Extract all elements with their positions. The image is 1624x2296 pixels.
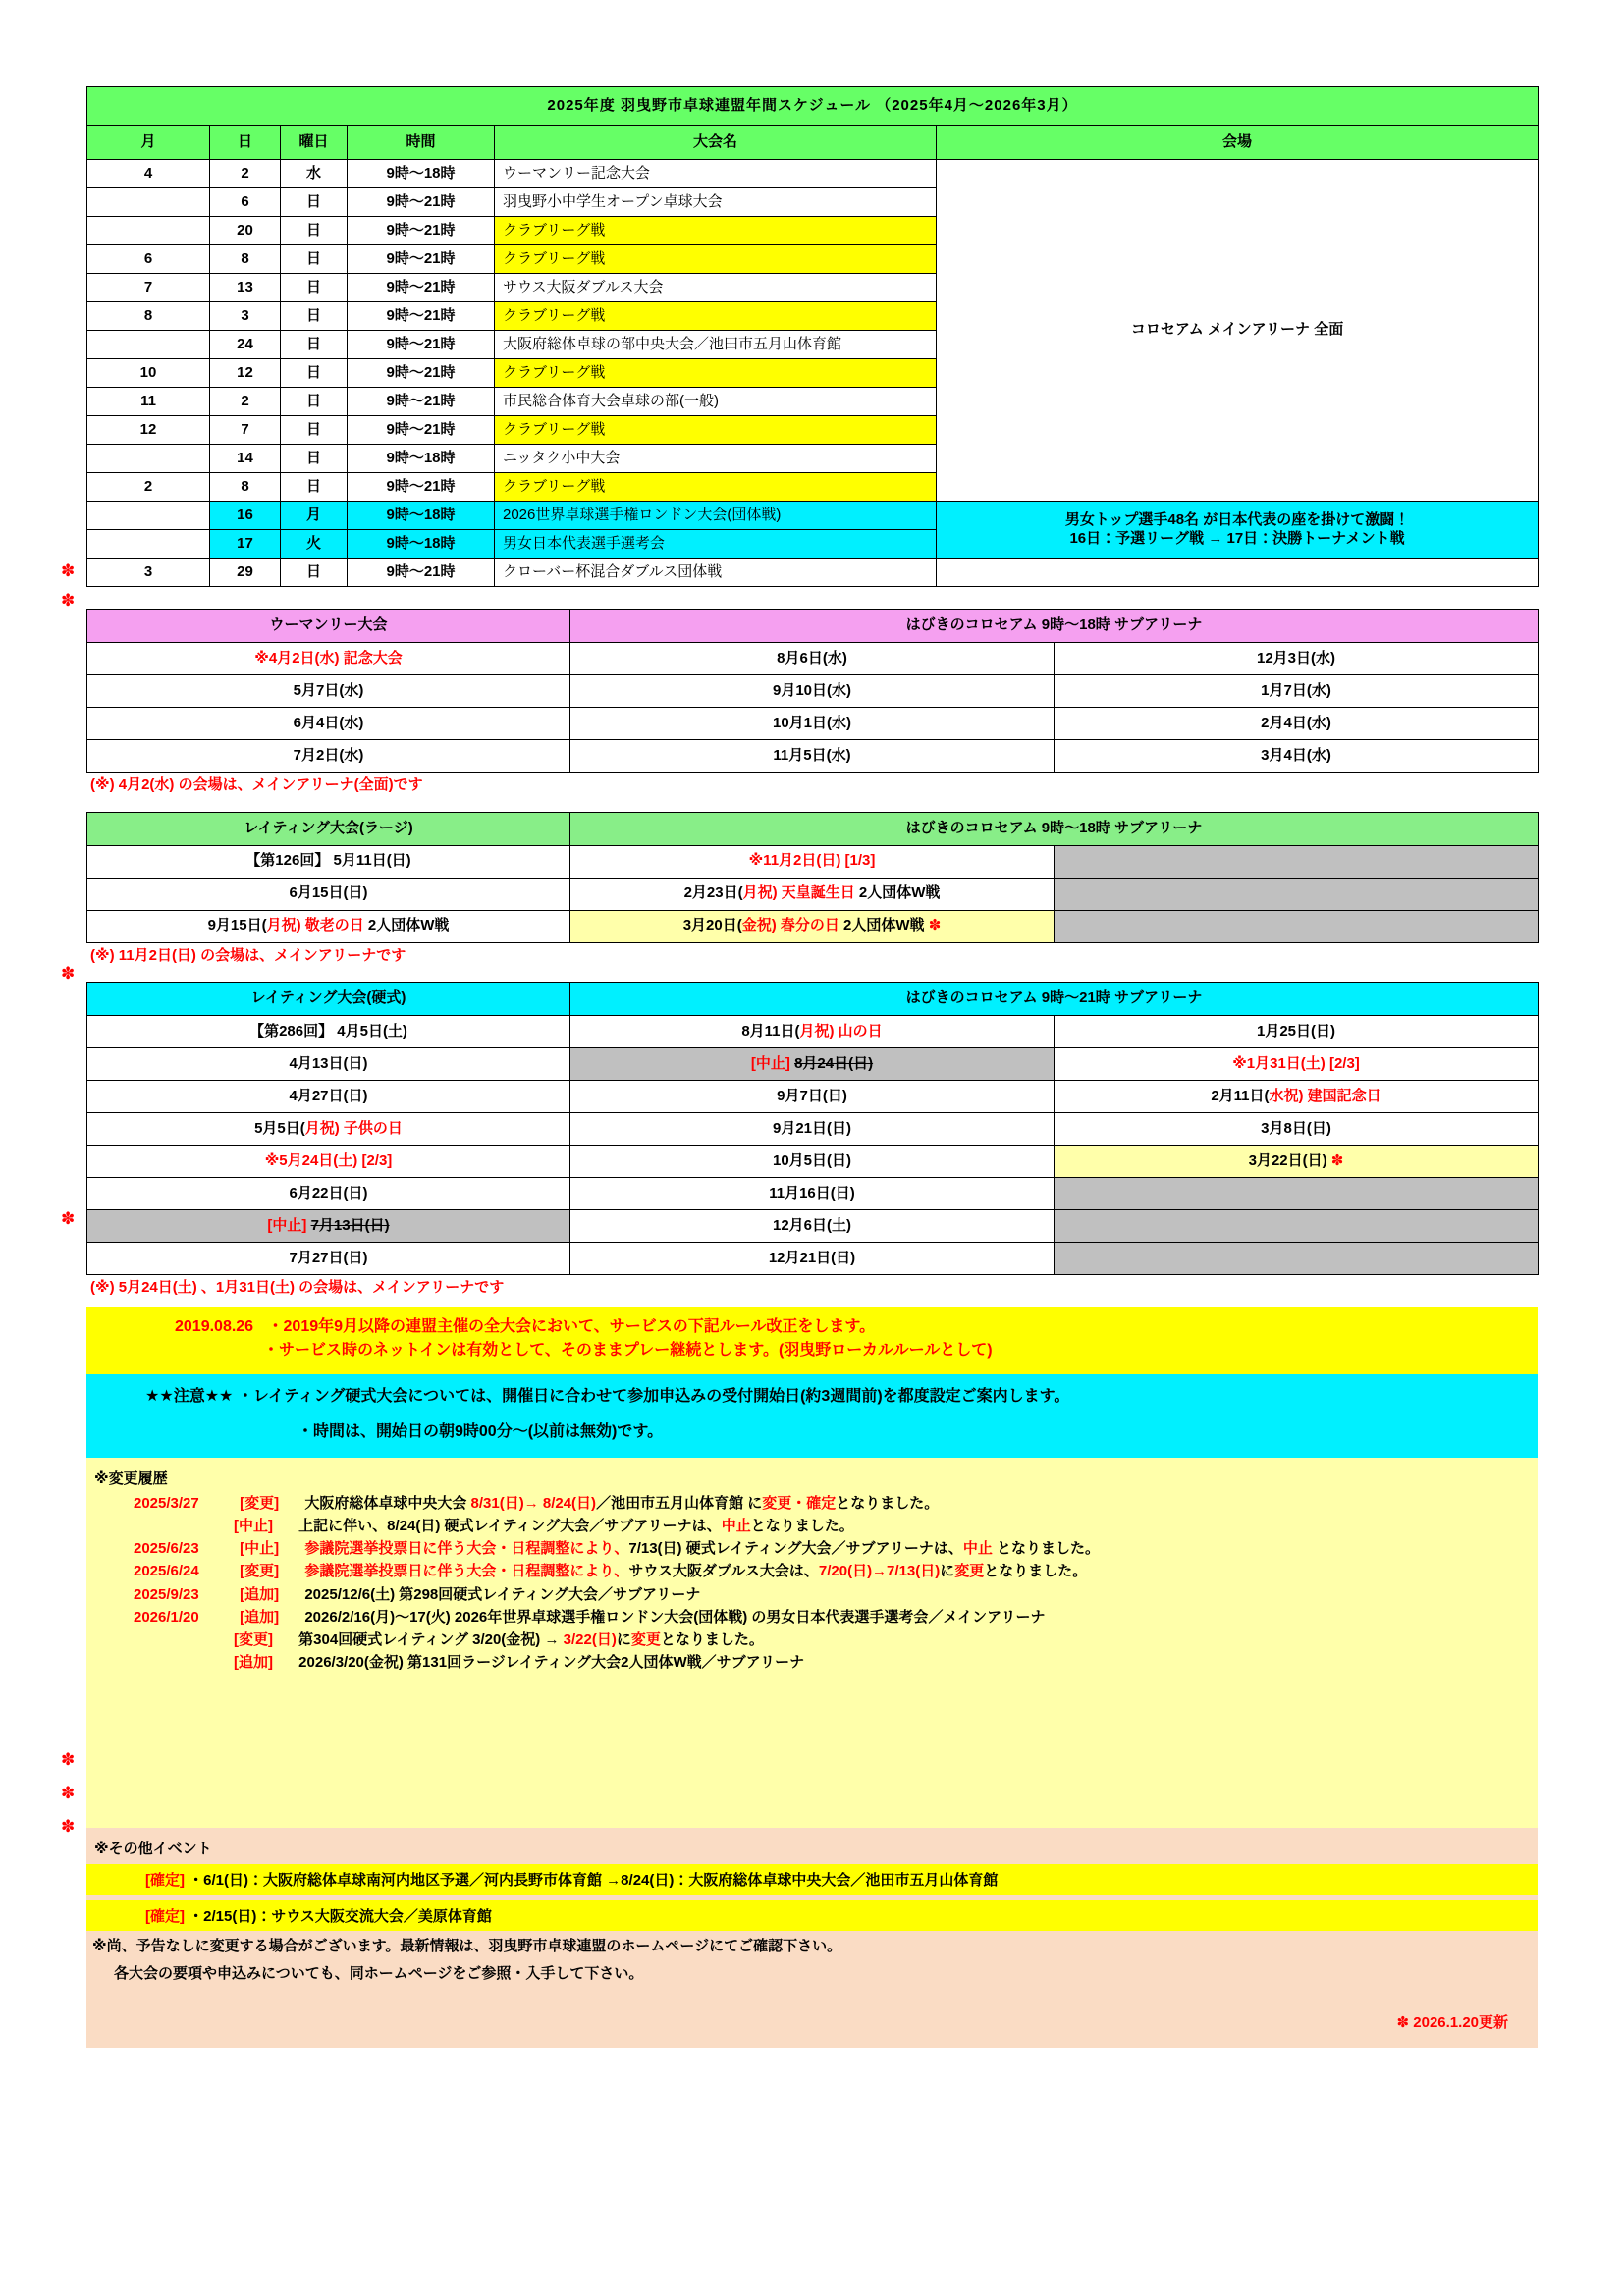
cell-day: 2 xyxy=(210,160,281,188)
document-title-row xyxy=(87,87,1539,126)
history-entry xyxy=(86,1560,1538,1582)
change-history-title: ※変更履歴 xyxy=(94,1469,168,1487)
cell-event: ニッタク小中大会 xyxy=(495,445,937,473)
cell-day: 2 xyxy=(210,388,281,416)
history-text: 2025/12/6(土) 第298回硬式レイティング大会／サブアリーナ xyxy=(304,1585,701,1603)
history-text: 上記に伴い、8/24(日) 硬式レイティング大会／サブアリーナは、中止となりました。 xyxy=(298,1517,854,1534)
rating-large-note: (※) 11月2日(日) の会場は、メインアリーナです xyxy=(90,946,406,964)
margin-asterisk-marker: ✽ xyxy=(61,1209,76,1228)
rule-banner-line1 xyxy=(86,1315,1538,1339)
history-tag: [追加] xyxy=(240,1585,280,1603)
cell-event: クラブリーグ戦 xyxy=(495,302,937,331)
cell-venue-empty xyxy=(937,559,1539,587)
cell-event: 市民総合体育大会卓球の部(一般) xyxy=(495,388,937,416)
table-row xyxy=(87,559,1539,587)
cell-dow: 日 xyxy=(281,217,348,245)
history-tag: [変更] xyxy=(240,1563,280,1580)
cell-event: 2026世界卓球選手権ロンドン大会(団体戦) xyxy=(495,502,937,530)
woman-league-table xyxy=(86,609,1539,773)
cell-month: 2 xyxy=(87,473,210,502)
cell-month: 6 xyxy=(87,245,210,274)
cell-date: ※4月2日(水) 記念大会 xyxy=(87,643,570,675)
cell-time: 9時～18時 xyxy=(348,530,495,559)
cell-time: 9時～21時 xyxy=(348,217,495,245)
annual-schedule-table xyxy=(86,86,1539,587)
cell-dow: 日 xyxy=(281,331,348,359)
last-updated: ✽ 2026.1.20更新 xyxy=(1396,2013,1508,2031)
sheet-body xyxy=(86,86,1538,2048)
table-row xyxy=(87,1243,1539,1275)
rating-large-table xyxy=(86,812,1539,943)
cell-time: 9時～18時 xyxy=(348,502,495,530)
history-text: 参議院選挙投票日に伴う大会・日程調整により、7/13(日) 硬式レイティング大会／サブアリーナは、中止 となりました。 xyxy=(304,1540,1101,1557)
cell-event: クラブリーグ戦 xyxy=(495,359,937,388)
venue-special-line2: 16日：予選リーグ戦 → 17日：決勝トーナメント戦 xyxy=(1069,529,1405,547)
table-row xyxy=(87,1210,1539,1243)
cell-date: 12月3日(水) xyxy=(1055,643,1539,675)
history-entry xyxy=(86,1492,1538,1515)
cell-date-cancelled: [中止] 7月13日(日) xyxy=(87,1210,570,1243)
column-header-event: 大会名 xyxy=(495,126,937,160)
rating-hard-venue: はびきのコロセアム 9時～21時 サブアリーナ xyxy=(570,983,1539,1016)
cell-date: 4月27日(日) xyxy=(87,1081,570,1113)
table-row xyxy=(87,708,1539,740)
cell-month xyxy=(87,331,210,359)
cell-dow: 日 xyxy=(281,445,348,473)
margin-asterisk-marker: ✽ xyxy=(61,591,76,610)
cell-date: 5月5日(月祝) 子供の日 xyxy=(87,1113,570,1146)
rating-large-title: レイティング大会(ラージ) xyxy=(87,812,570,845)
history-text: 大阪府総体卓球中央大会 8/31(日)→ 8/24(日)／池田市五月山体育館 に変更・確定となりました。 xyxy=(304,1494,940,1512)
cell-date: 6月15日(日) xyxy=(87,878,570,910)
cell-date: 9月7日(日) xyxy=(570,1081,1055,1113)
rating-large-venue: はびきのコロセアム 9時～18時 サブアリーナ xyxy=(570,812,1539,845)
attention-banner xyxy=(86,1374,1538,1458)
footer-note-2: 各大会の要項や申込みについても、同ホームページをご参照・入手して下さい。 xyxy=(114,1964,644,1982)
cell-date: 11月5日(水) xyxy=(570,740,1055,773)
other-event-tag: [確定] xyxy=(145,1871,185,1889)
margin-asterisk-marker: ✽ xyxy=(61,1750,76,1769)
cell-dow: 日 xyxy=(281,188,348,217)
cell-date: 11月16日(日) xyxy=(570,1178,1055,1210)
cell-date: 9月15日(月祝) 敬老の日 2人団体W戦 xyxy=(87,910,570,942)
other-event-line xyxy=(86,1900,1538,1931)
history-text: 2026/2/16(月)～17(火) 2026年世界卓球選手権ロンドン大会(団体戦) の男女日本代表選手選考会／メインアリーナ xyxy=(304,1608,1046,1626)
history-tag: [中止] xyxy=(234,1517,273,1534)
column-header-month: 月 xyxy=(87,126,210,160)
cell-time: 9時～18時 xyxy=(348,160,495,188)
other-event-line xyxy=(86,1864,1538,1895)
cell-event: 羽曳野小中学生オープン卓球大会 xyxy=(495,188,937,217)
cell-date: 12月6日(土) xyxy=(570,1210,1055,1243)
cell-date: ※11月2日(日) [1/3] xyxy=(570,845,1055,878)
table-row xyxy=(87,1016,1539,1048)
cell-month: 11 xyxy=(87,388,210,416)
cell-dow: 日 xyxy=(281,274,348,302)
cell-day: 7 xyxy=(210,416,281,445)
cell-date: 3月22日(日) ✽ xyxy=(1055,1146,1539,1178)
history-text: 参議院選挙投票日に伴う大会・日程調整により、サウス大阪ダブルス大会は、7/20(日)→7/13(日)に変更となりました。 xyxy=(304,1563,1088,1580)
table-row xyxy=(87,1113,1539,1146)
history-tag: [追加] xyxy=(234,1654,273,1672)
table-row xyxy=(87,1081,1539,1113)
cell-time: 9時～21時 xyxy=(348,416,495,445)
table-row-special xyxy=(87,502,1539,530)
column-header-venue: 会場 xyxy=(937,126,1539,160)
cell-date: 8月6日(水) xyxy=(570,643,1055,675)
margin-asterisk-marker: ✽ xyxy=(61,1784,76,1802)
cell-date: ※1月31日(土) [2/3] xyxy=(1055,1048,1539,1081)
history-text: 2026/3/20(金祝) 第131回ラージレイティング大会2人団体W戦／サブアリーナ xyxy=(298,1654,805,1672)
table-row xyxy=(87,878,1539,910)
cell-time: 9時～21時 xyxy=(348,359,495,388)
column-header-time: 時間 xyxy=(348,126,495,160)
cell-dow: 日 xyxy=(281,388,348,416)
history-date: 2026/1/20 xyxy=(134,1608,199,1626)
cell-month: 12 xyxy=(87,416,210,445)
rule-banner-line2: ・サービス時のネットインは有効として、そのままプレー継続とします。(羽曳野ローカルルールとして) xyxy=(263,1341,993,1359)
cell-day: 3 xyxy=(210,302,281,331)
cell-event: 男女日本代表選手選考会 xyxy=(495,530,937,559)
cell-month xyxy=(87,530,210,559)
margin-asterisk-marker: ✽ xyxy=(61,1817,76,1836)
cell-event: 大阪府総体卓球の部中央大会／池田市五月山体育館 xyxy=(495,331,937,359)
cell-time: 9時～21時 xyxy=(348,388,495,416)
table-row xyxy=(87,740,1539,773)
history-text: 第304回硬式レイティング 3/20(金祝) → 3/22(日)に変更となりました。 xyxy=(298,1631,764,1648)
cell-date: 10月1日(水) xyxy=(570,708,1055,740)
cell-event: クローバー杯混合ダブルス団体戦 xyxy=(495,559,937,587)
cell-month: 4 xyxy=(87,160,210,188)
history-entry xyxy=(86,1651,1538,1674)
cell-time: 9時～21時 xyxy=(348,473,495,502)
cell-dow: 日 xyxy=(281,473,348,502)
venue-special-line1: 男女トップ選手48名 が日本代表の座を掛けて激闘！ xyxy=(1064,510,1410,528)
cell-day: 8 xyxy=(210,245,281,274)
history-date: 2025/9/23 xyxy=(134,1585,199,1603)
history-date: 2025/6/23 xyxy=(134,1540,199,1557)
attention-line1: ★★注意★★ ・レイティング硬式大会については、開催日に合わせて参加申込みの受付開始日(約3週間前)を都度設定ご案内します。 xyxy=(145,1387,1070,1405)
margin-asterisk-marker: ✽ xyxy=(61,561,76,580)
history-tag: [中止] xyxy=(240,1540,280,1557)
cell-dow: 日 xyxy=(281,245,348,274)
rating-hard-header xyxy=(87,983,1539,1016)
cell-date: 6月4日(水) xyxy=(87,708,570,740)
cell-day: 6 xyxy=(210,188,281,217)
history-date: 2025/3/27 xyxy=(134,1494,199,1512)
rule-banner-date: 2019.08.26 xyxy=(175,1317,254,1335)
cell-event: クラブリーグ戦 xyxy=(495,245,937,274)
cell-date: 1月7日(水) xyxy=(1055,675,1539,708)
cell-date: 2月11日(水祝) 建国記念日 xyxy=(1055,1081,1539,1113)
cell-time: 9時～21時 xyxy=(348,331,495,359)
cell-date: 10月5日(日) xyxy=(570,1146,1055,1178)
table-row xyxy=(87,1146,1539,1178)
rating-hard-title: レイティング大会(硬式) xyxy=(87,983,570,1016)
cell-date: 3月4日(水) xyxy=(1055,740,1539,773)
cell-day: 13 xyxy=(210,274,281,302)
cell-dow: 日 xyxy=(281,559,348,587)
cell-date: 3月20日(金祝) 春分の日 2人団体W戦 ✽ xyxy=(570,910,1055,942)
cell-month xyxy=(87,502,210,530)
margin-asterisk-marker: ✽ xyxy=(61,964,76,983)
cell-event: クラブリーグ戦 xyxy=(495,217,937,245)
column-header-day: 日 xyxy=(210,126,281,160)
cell-date-cancelled: [中止] 8月24日(日) xyxy=(570,1048,1055,1081)
cell-venue-main: コロセアム メインアリーナ 全面 xyxy=(937,160,1539,502)
cell-day: 29 xyxy=(210,559,281,587)
woman-league-title: ウーマンリー大会 xyxy=(87,610,570,643)
history-entry xyxy=(86,1515,1538,1537)
cell-date: 7月27日(日) xyxy=(87,1243,570,1275)
cell-date: 【第126回】 5月11日(日) xyxy=(87,845,570,878)
table-row xyxy=(87,160,1539,188)
cell-dow: 月 xyxy=(281,502,348,530)
cell-event: ウーマンリー記念大会 xyxy=(495,160,937,188)
other-events-title: ※その他イベント xyxy=(94,1840,212,1857)
cell-time: 9時～21時 xyxy=(348,245,495,274)
cell-dow: 日 xyxy=(281,416,348,445)
column-header-dow: 曜日 xyxy=(281,126,348,160)
cell-date: 【第286回】 4月5日(土) xyxy=(87,1016,570,1048)
cell-date: 3月8日(日) xyxy=(1055,1113,1539,1146)
cell-month: 3 xyxy=(87,559,210,587)
other-event-tag: [確定] xyxy=(145,1907,185,1925)
cell-date: 9月21日(日) xyxy=(570,1113,1055,1146)
cell-dow: 水 xyxy=(281,160,348,188)
footer-note-1: ※尚、予告なしに変更する場合がございます。最新情報は、羽曳野市卓球連盟のホームページにてご確認下さい。 xyxy=(92,1937,842,1954)
cell-time: 9時～18時 xyxy=(348,445,495,473)
cell-day: 17 xyxy=(210,530,281,559)
cell-dow: 日 xyxy=(281,359,348,388)
history-entry xyxy=(86,1629,1538,1651)
cell-month: 8 xyxy=(87,302,210,331)
change-history-block xyxy=(86,1458,1538,1828)
cell-date: 6月22日(日) xyxy=(87,1178,570,1210)
cell-day: 12 xyxy=(210,359,281,388)
history-entry xyxy=(86,1606,1538,1629)
cell-event: クラブリーグ戦 xyxy=(495,473,937,502)
cell-month xyxy=(87,217,210,245)
cell-month xyxy=(87,445,210,473)
table-row xyxy=(87,845,1539,878)
cell-empty xyxy=(1055,878,1539,910)
rule-banner xyxy=(86,1307,1538,1374)
cell-date: 4月13日(日) xyxy=(87,1048,570,1081)
other-events-block xyxy=(86,1828,1538,2048)
cell-empty xyxy=(1055,1210,1539,1243)
other-event-text: ・2/15(日)：サウス大阪交流大会／美原体育館 xyxy=(189,1907,492,1925)
cell-date: 8月11日(月祝) 山の日 xyxy=(570,1016,1055,1048)
schedule-header-row xyxy=(87,126,1539,160)
cell-month: 7 xyxy=(87,274,210,302)
cell-empty xyxy=(1055,1243,1539,1275)
attention-line2: ・時間は、開始日の朝9時00分～(以前は無効)です。 xyxy=(298,1422,664,1440)
cell-day: 8 xyxy=(210,473,281,502)
history-entry xyxy=(86,1583,1538,1606)
cell-event: サウス大阪ダブルス大会 xyxy=(495,274,937,302)
cell-dow: 火 xyxy=(281,530,348,559)
woman-league-header xyxy=(87,610,1539,643)
history-tag: [変更] xyxy=(240,1494,280,1512)
cell-empty xyxy=(1055,910,1539,942)
woman-league-venue: はびきのコロセアム 9時～18時 サブアリーナ xyxy=(570,610,1539,643)
rule-banner-text1: ・2019年9月以降の連盟主催の全大会において、サービスの下記ルール改正をします。 xyxy=(267,1317,876,1335)
table-row xyxy=(87,1048,1539,1081)
cell-date: 5月7日(水) xyxy=(87,675,570,708)
cell-venue-special xyxy=(937,502,1539,559)
history-tag: [変更] xyxy=(234,1631,273,1648)
table-row xyxy=(87,643,1539,675)
rating-hard-note: (※) 5月24日(土) 、1月31日(土) の会場は、メインアリーナです xyxy=(90,1279,505,1296)
cell-day: 14 xyxy=(210,445,281,473)
page-title: 2025年度 羽曳野市卓球連盟年間スケジュール （2025年4月～2026年3月） xyxy=(87,87,1539,126)
cell-time: 9時～21時 xyxy=(348,302,495,331)
cell-empty xyxy=(1055,845,1539,878)
cell-date: 7月2日(水) xyxy=(87,740,570,773)
history-date: 2025/6/24 xyxy=(134,1563,199,1580)
cell-time: 9時～21時 xyxy=(348,274,495,302)
history-entry xyxy=(86,1537,1538,1560)
cell-event: クラブリーグ戦 xyxy=(495,416,937,445)
cell-day: 16 xyxy=(210,502,281,530)
cell-dow: 日 xyxy=(281,302,348,331)
cell-empty xyxy=(1055,1178,1539,1210)
cell-day: 24 xyxy=(210,331,281,359)
cell-date: ※5月24日(土) [2/3] xyxy=(87,1146,570,1178)
table-row xyxy=(87,1178,1539,1210)
table-row xyxy=(87,910,1539,942)
cell-time: 9時～21時 xyxy=(348,559,495,587)
cell-date: 9月10日(水) xyxy=(570,675,1055,708)
table-row xyxy=(87,675,1539,708)
cell-date: 1月25日(日) xyxy=(1055,1016,1539,1048)
cell-date: 2月4日(水) xyxy=(1055,708,1539,740)
cell-month xyxy=(87,188,210,217)
other-event-text: ・6/1(日)：大阪府総体卓球南河内地区予選／河内長野市体育館 →8/24(日)：大阪府総体卓球中央大会／池田市五月山体育館 xyxy=(189,1871,999,1889)
rating-hard-table xyxy=(86,982,1539,1275)
rating-large-header xyxy=(87,812,1539,845)
history-tag: [追加] xyxy=(240,1608,280,1626)
cell-month: 10 xyxy=(87,359,210,388)
cell-time: 9時～21時 xyxy=(348,188,495,217)
cell-date: 2月23日(月祝) 天皇誕生日 2人団体W戦 xyxy=(570,878,1055,910)
cell-day: 20 xyxy=(210,217,281,245)
cell-date: 12月21日(日) xyxy=(570,1243,1055,1275)
woman-league-note: (※) 4月2(水) の会場は、メインアリーナ(全面)です xyxy=(90,776,423,793)
